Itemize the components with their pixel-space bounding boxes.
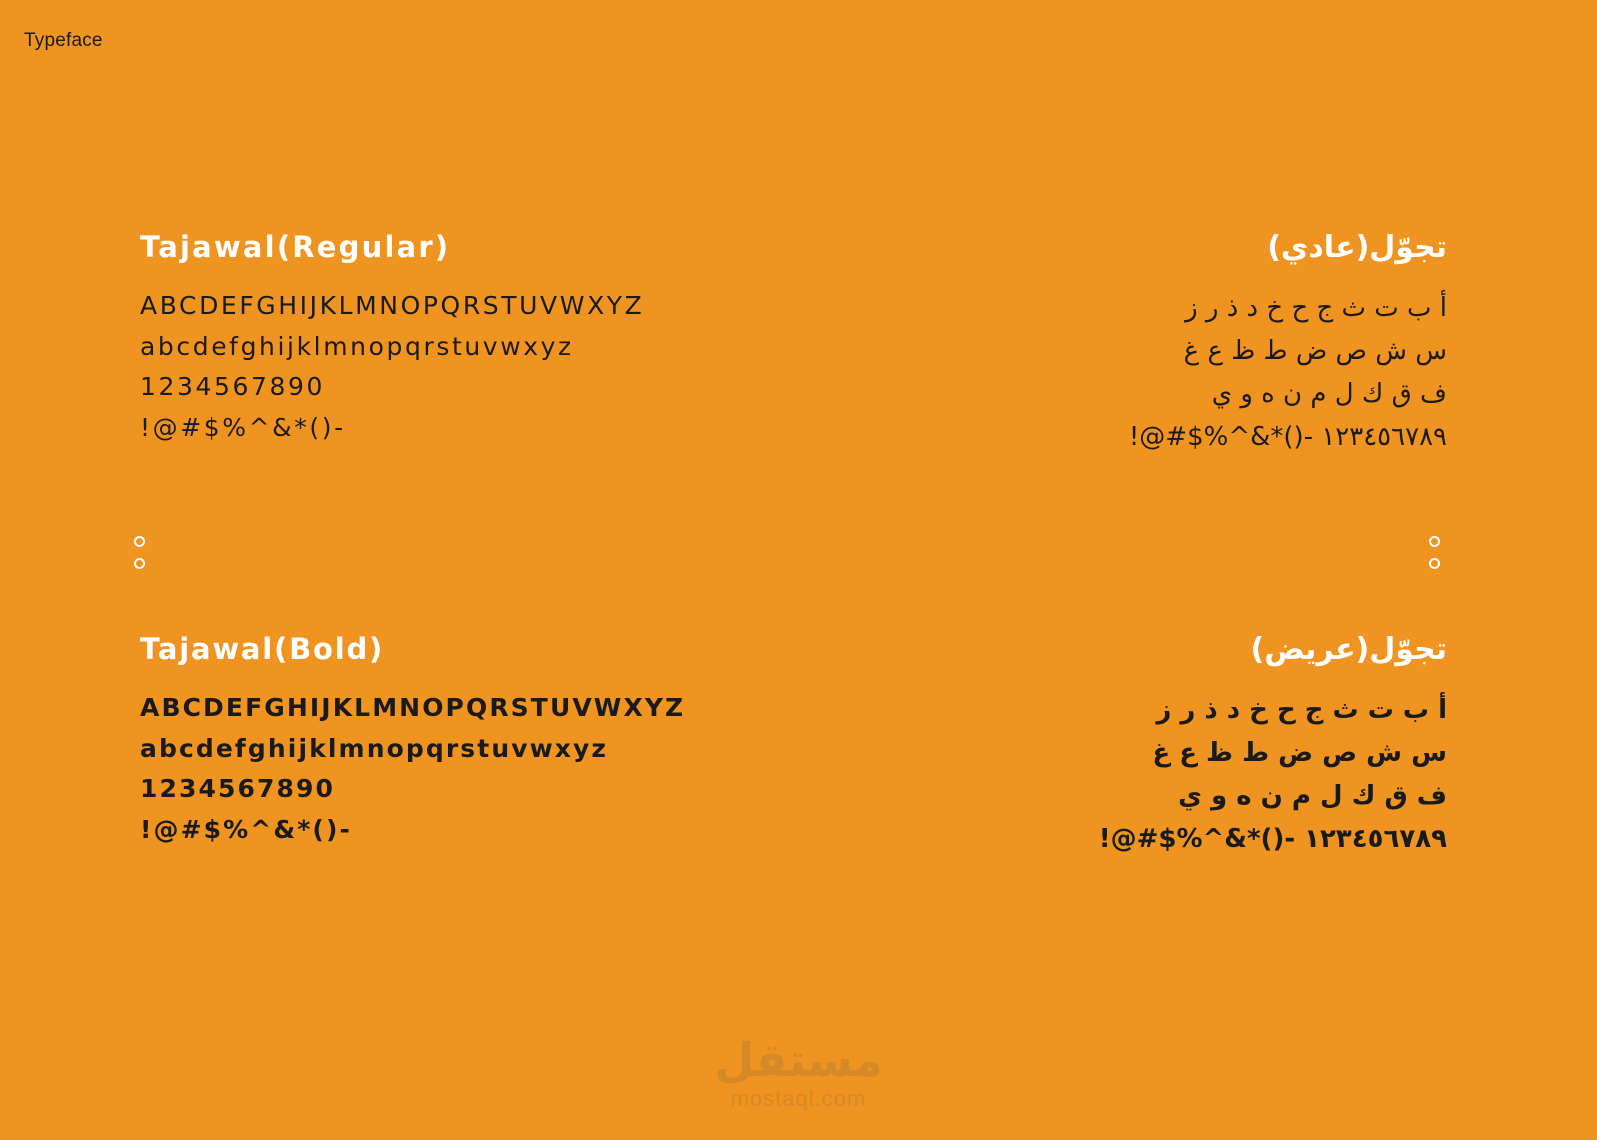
glyph-line-numerals: 1234567890 bbox=[140, 372, 326, 401]
glyph-line-numerals: 1234567890 bbox=[140, 774, 335, 803]
glyph-line-arabic-1: أ ب ت ث ج ح خ د ذ ر ز bbox=[1185, 293, 1447, 323]
circle-icon bbox=[134, 558, 145, 569]
circle-icon bbox=[1429, 558, 1440, 569]
specimen-regular-arabic bbox=[827, 230, 1447, 460]
glyph-line-symbols: !@#$%^&*()- bbox=[140, 814, 352, 844]
watermark-site-url: mostaql.com bbox=[730, 1086, 867, 1111]
specimen-bold-latin bbox=[140, 632, 760, 850]
glyph-line-arabic-2: س ش ص ض ط ظ ع غ bbox=[1183, 336, 1447, 367]
page-title: Typeface bbox=[24, 30, 103, 51]
separator-dots-left bbox=[134, 536, 150, 580]
font-family-title-bold-arabic: تجوّل(عريض) bbox=[1250, 632, 1447, 667]
glyph-line-uppercase: ABCDEFGHIJKLMNOPQRSTUVWXYZ bbox=[140, 693, 686, 722]
glyph-line-arabic-3: ف ق ك ل م ن ه و ي bbox=[1211, 379, 1447, 410]
specimen-regular-latin bbox=[140, 230, 760, 448]
glyph-line-arabic-numerals-symbols: ١٢٣٤٥٦٧٨٩ -()*&^%$#@! bbox=[1098, 824, 1447, 855]
specimen-bold-arabic bbox=[827, 632, 1447, 862]
watermark-arabic-logo: مستقل bbox=[714, 1032, 883, 1087]
font-family-title-bold-latin: Tajawal(Bold) bbox=[140, 632, 385, 666]
separator-dots-right bbox=[1429, 536, 1445, 580]
glyph-line-uppercase: ABCDEFGHIJKLMNOPQRSTUVWXYZ bbox=[140, 291, 645, 320]
watermark bbox=[0, 1032, 1597, 1112]
glyph-line-arabic-numerals-symbols: ١٢٣٤٥٦٧٨٩ -()*&^%$#@! bbox=[1128, 422, 1447, 453]
glyph-line-lowercase: abcdefghijklmnopqrstuvwxyz bbox=[140, 331, 574, 361]
circle-icon bbox=[1429, 536, 1440, 547]
glyph-line-lowercase: abcdefghijklmnopqrstuvwxyz bbox=[140, 733, 609, 763]
glyph-line-arabic-2: س ش ص ض ط ظ ع غ bbox=[1152, 738, 1447, 769]
glyph-line-symbols: !@#$%^&*()- bbox=[140, 412, 346, 442]
font-family-title-regular-latin: Tajawal(Regular) bbox=[140, 230, 451, 264]
glyph-line-arabic-3: ف ق ك ل م ن ه و ي bbox=[1178, 781, 1447, 812]
glyph-line-arabic-1: أ ب ت ث ج ح خ د ذ ر ز bbox=[1156, 695, 1447, 725]
circle-icon bbox=[134, 536, 145, 547]
font-family-title-regular-arabic: تجوّل(عادي) bbox=[1267, 230, 1447, 265]
